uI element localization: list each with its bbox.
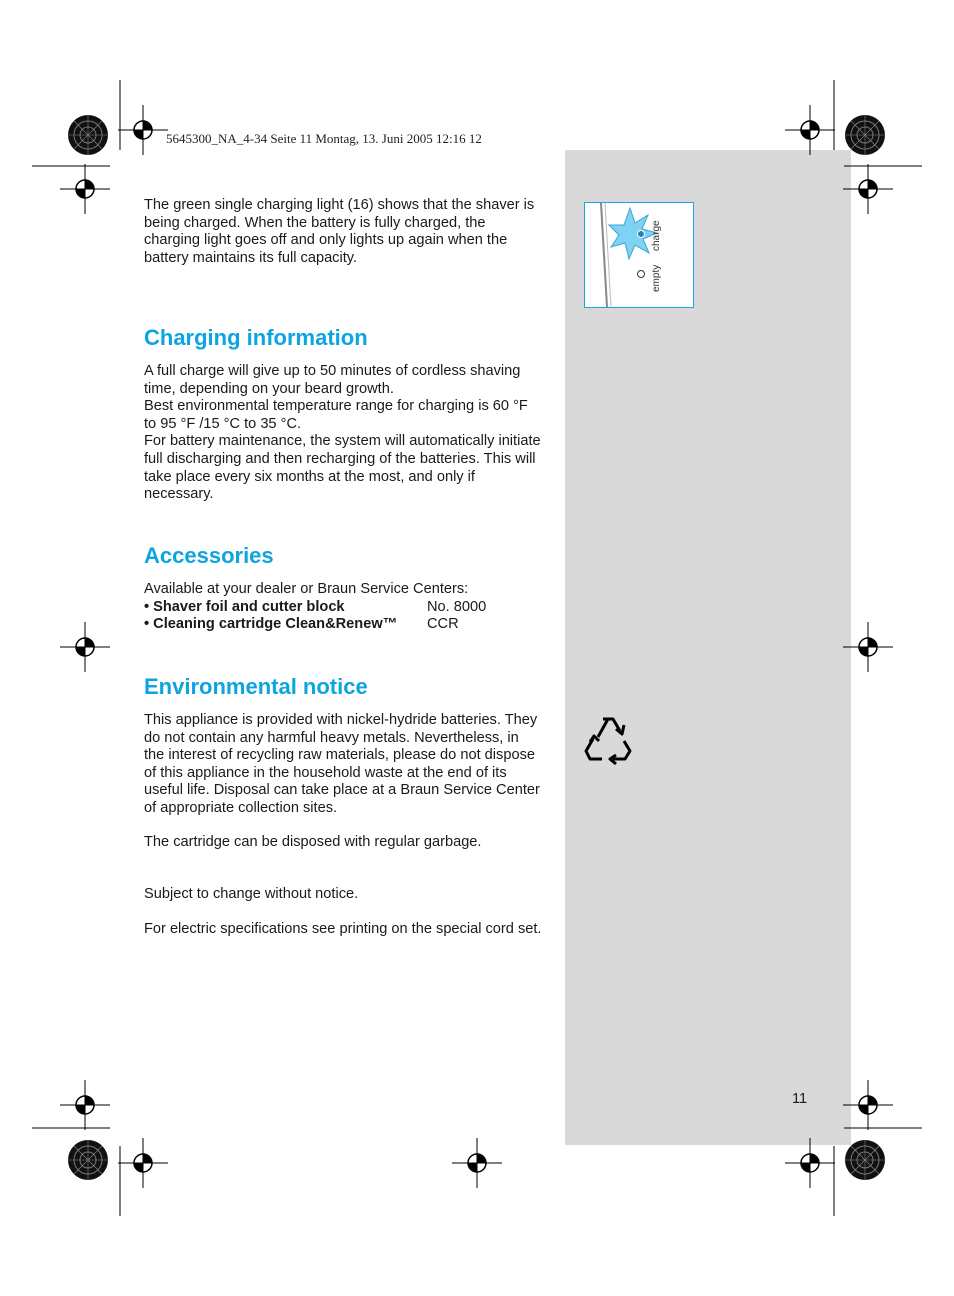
charging-light-figure [584,202,694,308]
accessory-code: CCR [427,616,459,633]
environmental-section [144,674,542,851]
charging-paragraph-3: For battery maintenance, the system will automatically initiate full discharging and then recharging of the batteries. This will take place every six months at the most, and only if necessary. [144,433,541,503]
environmental-paragraph-1: This appliance is provided with nickel-hydride batteries. They do not contain any harmful heavy metals. Nevertheless, in the interest of recycling raw materials, please do not dispose of this appliance in the household waste at the end of its useful life. Disposal can take place at a Braun Service Center of appropriate collection sites. [144,712,540,816]
environmental-heading: Environmental notice [144,674,368,699]
intro-block [144,197,542,267]
charging-light-icon [585,203,693,307]
accessory-name: • Cleaning cartridge Clean&Renew™ [144,616,398,633]
charging-paragraph-1: A full charge will give up to 50 minutes of cordless shaving time, depending on your beard growth. [144,363,521,397]
charge-label: charge [651,220,662,251]
change-notice: Subject to change without notice. [144,886,359,902]
charging-paragraph-2: Best environmental temperature range for charging is 60 °F to 95 °F /15 °C to 35 °C. [144,398,528,432]
electric-spec-note: For electric specifications see printing on the special cord set. [144,920,542,937]
page-number: 11 [792,1091,808,1107]
empty-label: empty [651,264,662,292]
accessory-item [144,616,542,634]
accessories-intro: Available at your dealer or Braun Service Centers: [144,581,469,597]
accessories-section [144,543,542,634]
environmental-paragraph-2: The cartridge can be disposed with regular garbage. [144,833,482,850]
star-burst-icon [609,208,657,259]
charging-heading: Charging information [144,325,368,350]
recycle-icon [580,710,638,768]
print-slug: 5645300_NA_4-34 Seite 11 Montag, 13. Juni 2005 12:16 12 [166,131,482,146]
intro-paragraph: The green single charging light (16) shows that the shaver is being charged. When the battery is fully charged, the charging light goes off and only lights up again when the battery maintains its full capacity. [144,197,535,266]
accessory-item [144,599,542,617]
notes-block [144,886,542,938]
accessory-code: No. 8000 [427,598,487,615]
accessories-heading: Accessories [144,543,274,568]
accessory-name: • Shaver foil and cutter block [144,598,345,615]
charging-section [144,325,542,504]
